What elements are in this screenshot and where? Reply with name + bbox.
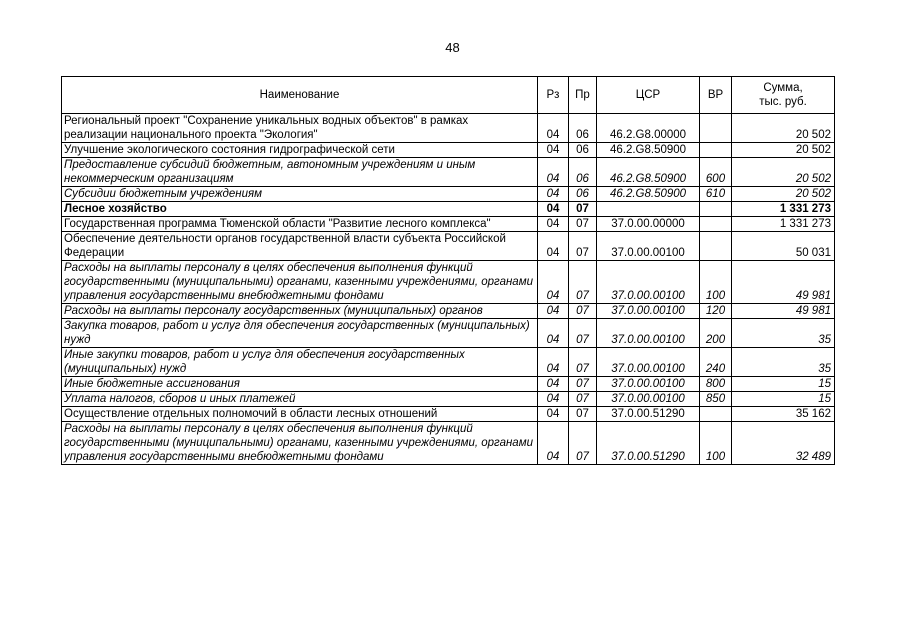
cell-sum: 1 331 273 [732,202,835,217]
cell-rz: 04 [538,422,569,465]
cell-name: Закупка товаров, работ и услуг для обеспечения государственных (муниципальных) нужд [62,319,538,348]
cell-sum: 1 331 273 [732,217,835,232]
cell-pr: 07 [569,319,597,348]
cell-name: Улучшение экологического состояния гидрографической сети [62,143,538,158]
header-rz: Рз [538,77,569,114]
cell-vr [700,232,732,261]
table-row [62,304,835,319]
cell-rz: 04 [538,348,569,377]
cell-vr: 240 [700,348,732,377]
cell-vr: 850 [700,392,732,407]
cell-pr: 06 [569,158,597,187]
table-body [62,114,835,465]
cell-rz: 04 [538,158,569,187]
cell-name: Расходы на выплаты персоналу в целях обеспечения выполнения функций государственными (муниципальными) органами, казенными учреждениями, органами управления государственными внебюджетными фондами [62,261,538,304]
header-sum [732,77,835,114]
cell-name: Расходы на выплаты персоналу государственных (муниципальных) органов [62,304,538,319]
cell-rz: 04 [538,232,569,261]
header-csr: ЦСР [597,77,700,114]
cell-pr: 07 [569,407,597,422]
cell-pr: 07 [569,232,597,261]
cell-csr: 46.2.G8.00000 [597,114,700,143]
cell-name: Расходы на выплаты персоналу в целях обеспечения выполнения функций государственными (муниципальными) органами, казенными учреждениями, органами управления государственными внебюджетными фондами [62,422,538,465]
cell-vr [700,217,732,232]
cell-pr: 06 [569,114,597,143]
table-row [62,217,835,232]
cell-sum: 20 502 [732,158,835,187]
cell-pr: 07 [569,377,597,392]
cell-vr [700,202,732,217]
cell-rz: 04 [538,319,569,348]
cell-vr: 100 [700,261,732,304]
header-pr: Пр [569,77,597,114]
cell-sum: 50 031 [732,232,835,261]
cell-rz: 04 [538,143,569,158]
cell-name: Иные закупки товаров, работ и услуг для обеспечения государственных (муниципальных) нужд [62,348,538,377]
cell-sum: 35 [732,348,835,377]
cell-pr: 07 [569,422,597,465]
cell-name: Государственная программа Тюменской области "Развитие лесного комплекса" [62,217,538,232]
cell-pr: 07 [569,202,597,217]
table-row [62,202,835,217]
cell-vr: 120 [700,304,732,319]
cell-csr: 37.0.00.00100 [597,261,700,304]
cell-rz: 04 [538,407,569,422]
table-row [62,261,835,304]
cell-pr: 07 [569,392,597,407]
cell-rz: 04 [538,114,569,143]
cell-csr: 46.2.G8.50900 [597,143,700,158]
cell-csr: 37.0.00.00100 [597,232,700,261]
cell-name: Предоставление субсидий бюджетным, автономным учреждениям и иным некоммерческим организациям [62,158,538,187]
cell-sum: 35 [732,319,835,348]
cell-name: Региональный проект "Сохранение уникальных водных объектов" в рамках реализации национального проекта "Экология" [62,114,538,143]
table-row [62,232,835,261]
table-row [62,143,835,158]
cell-sum: 20 502 [732,114,835,143]
cell-rz: 04 [538,217,569,232]
header-sum-line1: Сумма, [763,82,803,94]
cell-name: Осуществление отдельных полномочий в области лесных отношений [62,407,538,422]
page-number: 48 [445,40,460,55]
cell-csr: 37.0.00.00100 [597,392,700,407]
cell-rz: 04 [538,202,569,217]
cell-rz: 04 [538,261,569,304]
cell-csr: 46.2.G8.50900 [597,187,700,202]
cell-pr: 07 [569,348,597,377]
cell-sum: 20 502 [732,187,835,202]
cell-csr: 37.0.00.00100 [597,348,700,377]
table-row [62,319,835,348]
cell-csr: 46.2.G8.50900 [597,158,700,187]
cell-csr [597,202,700,217]
cell-csr: 37.0.00.51290 [597,422,700,465]
cell-rz: 04 [538,392,569,407]
cell-csr: 37.0.00.00000 [597,217,700,232]
cell-sum: 15 [732,392,835,407]
cell-vr [700,407,732,422]
cell-vr: 600 [700,158,732,187]
cell-vr: 800 [700,377,732,392]
header-sum-line2: тыс. руб. [759,96,807,108]
cell-sum: 32 489 [732,422,835,465]
cell-vr: 100 [700,422,732,465]
table-row [62,348,835,377]
cell-csr: 37.0.00.51290 [597,407,700,422]
cell-rz: 04 [538,377,569,392]
table-row [62,422,835,465]
cell-sum: 49 981 [732,261,835,304]
cell-csr: 37.0.00.00100 [597,377,700,392]
cell-name: Лесное хозяйство [62,202,538,217]
table-row [62,407,835,422]
table-row [62,158,835,187]
cell-name: Обеспечение деятельности органов государственной власти субъекта Российской Федерации [62,232,538,261]
table-row [62,114,835,143]
cell-csr: 37.0.00.00100 [597,304,700,319]
budget-table [61,76,835,465]
header-vr: ВР [700,77,732,114]
table-row [62,377,835,392]
cell-vr [700,114,732,143]
cell-name: Иные бюджетные ассигнования [62,377,538,392]
table-row [62,187,835,202]
cell-rz: 04 [538,187,569,202]
header-name: Наименование [62,77,538,114]
table-row [62,392,835,407]
cell-pr: 06 [569,187,597,202]
cell-pr: 07 [569,304,597,319]
cell-sum: 35 162 [732,407,835,422]
cell-name: Субсидии бюджетным учреждениям [62,187,538,202]
cell-pr: 06 [569,143,597,158]
cell-pr: 07 [569,261,597,304]
cell-sum: 15 [732,377,835,392]
cell-vr: 200 [700,319,732,348]
table-header [62,77,835,114]
cell-sum: 20 502 [732,143,835,158]
cell-csr: 37.0.00.00100 [597,319,700,348]
cell-name: Уплата налогов, сборов и иных платежей [62,392,538,407]
cell-rz: 04 [538,304,569,319]
cell-sum: 49 981 [732,304,835,319]
cell-vr [700,143,732,158]
cell-pr: 07 [569,217,597,232]
cell-vr: 610 [700,187,732,202]
